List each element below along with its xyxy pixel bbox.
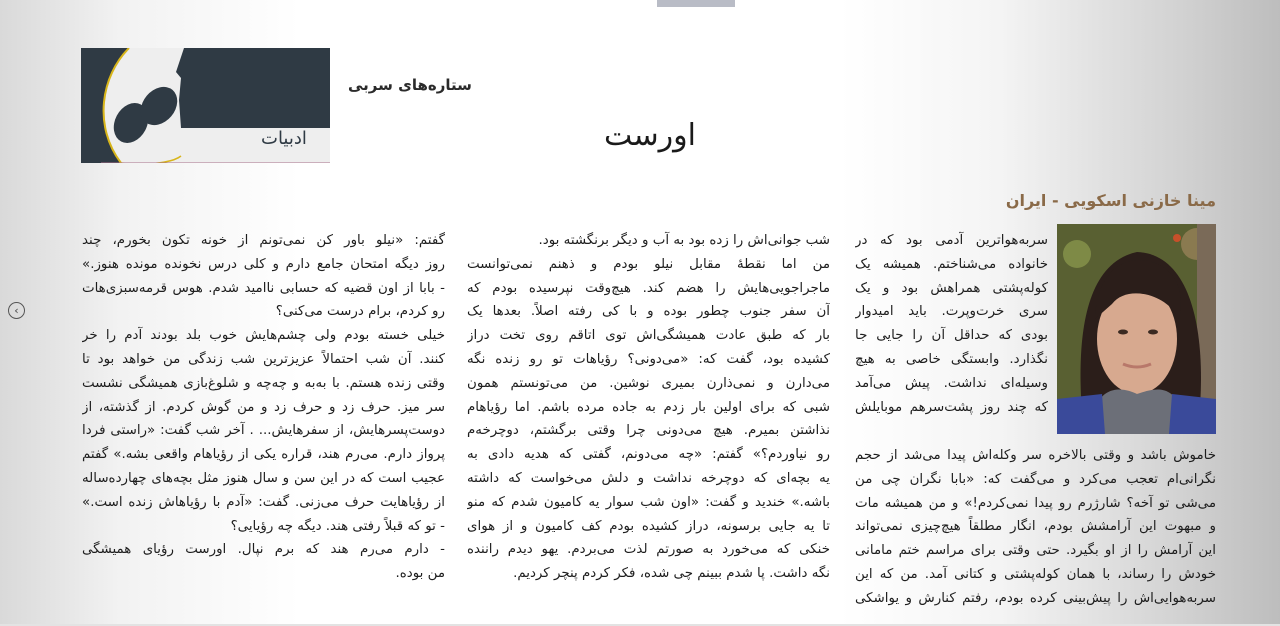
author-name: مینا خازنی اسکویی - ایران [1005,191,1216,210]
text-line: من اما نقطهٔ مقابل نیلو بودم و ذهنم نمی‌توانست [467,256,830,272]
text-line: سر میز. حرف زد و حرف زد و من گوش کردم. از گذشته، از [82,399,445,415]
series-title: ستاره‌های سربی [348,76,472,94]
text-line: می‌شی تو آخه؟ شارژرم رو پیدا نمی‌کردم!» و من همیشه مات [855,495,1216,511]
text-line: من بوده. [395,566,445,582]
text-line: تا یه جایی برسونه، دراز کشیده بودم کف کامیون و از هوای [467,518,830,534]
text-line: دوست‌پسرهایش، از سفرهایش... . آخر شب گفت: «راستی فردا [82,423,445,439]
text-line: که چند روز پشت‌سرهم موبایلش [855,399,1048,415]
text-line: ماجراجویی‌هایش را هضم کند. هیچ‌وقت نپرسیده بودم که [467,280,830,296]
text-line: کنند. آن شب احتمالاً عزیزترین شب زندگی من خواهد بود تا [82,351,445,367]
text-line: خنکی که می‌خورد به صورتم لذت می‌بردم. یهو دیدم راننده [467,542,830,558]
section-logo [81,48,330,163]
section-logo-text: ادبیات [261,128,307,149]
top-scrollbar-indicator[interactable] [657,0,735,7]
article-column-right-bottom [855,444,1216,611]
text-line: بار که طبق عادت همیشگی‌اش توی اتاقم روی تخت دراز [467,328,830,344]
previous-page-button[interactable] [8,302,25,319]
article-column-right-top [855,229,1048,419]
text-line: شبی که برای اولین بار زدم به جاده مرده باشم. اما رؤیاهام [467,399,830,415]
text-line: می‌دارن و نمی‌ذارن بمیری نوشین. من می‌تونستم همون [467,375,830,391]
text-line: - تو که قبلاً رفتی هند. دیگه چه رؤیایی؟ [230,518,445,534]
text-line: نگه داشت. پا شدم ببینم چی شده، فکر کردم پنچر کردیم. [513,566,830,582]
text-line: رو نیاوردم؟» گفتم: «چه می‌دونم، گفتی که هدیه دادی به [467,447,830,463]
text-line: خودش را رساند، با همان کوله‌پشتی و کتانی آمد. من که این [855,566,1216,582]
text-line: شب جوانی‌اش را زده بود به آب و دیگر برنگشته بود. [538,233,830,248]
text-line: کوله‌پشتی همراهش بود و یک [855,280,1048,296]
text-line: وسیله‌ای نداشت. پیش می‌آمد [855,375,1048,391]
text-line: بودی که حداقل آن را جایی جا [855,328,1048,344]
text-line: روز دیگه امتحان جامع دارم و کلی درس نخونده مونده هنوز.» [82,256,445,272]
text-line: خیلی خسته بودم ولی چشم‌هایش خوب بلد بودند آدم را خر [82,328,445,344]
text-line: از رؤیاهایت حرف می‌زنی. گفت: «آدم با رؤیاهاش زنده است.» [82,494,445,510]
text-line: وقتی زنده هستم. با به‌به و چه‌چه و شلوغ‌بازی همیشگی نشست [82,375,445,391]
text-line: عجیب است که در این سن و سال هنوز مثل بچه‌های چهارده‌ساله [82,470,445,486]
text-line: رو کردم، برام درست می‌کنی؟ [275,304,445,320]
text-line: - دارم می‌رم هند که برم نپال. اورست رؤیای همیشگی [82,542,445,558]
text-line: خاموش باشد و وقتی بالاخره سر وکله‌اش پیدا می‌شد از حجم [855,448,1216,463]
text-line: آن سفر جنوب چطور بوده و با کی رفته اصلاً. بعدها یک [467,304,830,320]
text-line: گفتم: «نیلو باور کن نمی‌تونم از خونه تکون بخورم، چند [82,233,445,248]
chevron-left-circle-icon: ‹ [14,304,19,317]
text-line: پرواز دارم. می‌رم هند، قراره یکی از رؤیاهام واقعی بشه.» گفتم [82,447,445,463]
author-photo [1057,224,1216,434]
text-line: نگرانی‌ام تعجب می‌کرد و می‌گفت که: «بابا نگران چی من [855,471,1216,487]
text-line: این آرامش را از او بگیرد. حتی وقتی برای مراسم ختم مامانی [855,543,1216,559]
text-line: سربه‌هواترین آدمی بود که در [855,233,1048,248]
story-title: اورست [604,118,696,153]
article-column-middle [467,229,830,586]
article-column-left [82,229,445,586]
text-line: نگذارد. وابستگی خاصی به هیچ [855,351,1048,367]
text-line: و مبهوت این آرامشش بودم، انگار مطلقاً هیچ‌چیزی نمی‌تواند [855,519,1216,535]
text-line: خانواده می‌شناختم. همیشه یک [855,256,1048,272]
text-line: نذاشتن بمیرم. هیچ می‌دونی چرا وقتی برگشتم، دوچرخه‌م [467,423,830,439]
text-line: کشیده بود، گفت که: «می‌دونی؟ رؤیاهات تو رو زنده نگه [467,351,830,367]
author-portrait [1057,224,1216,434]
text-line: باشه.» خندید و گفت: «اون شب سوار یه کامیون شدم که منو [467,494,830,510]
text-line: یه بچه‌ای که دوچرخه نداشت و دلش می‌خواست که داشته [467,470,830,486]
text-line: سری خرت‌وپرت. باید امیدوار [855,304,1048,320]
text-line: سربه‌هوایی‌اش را پیش‌بینی کرده بودم، رفتم کنارش و یواشکی [855,590,1216,606]
text-line: - بابا از اون قضیه که حسابی ناامید شدم. هوس قرمه‌سبزی‌هات [82,280,445,296]
